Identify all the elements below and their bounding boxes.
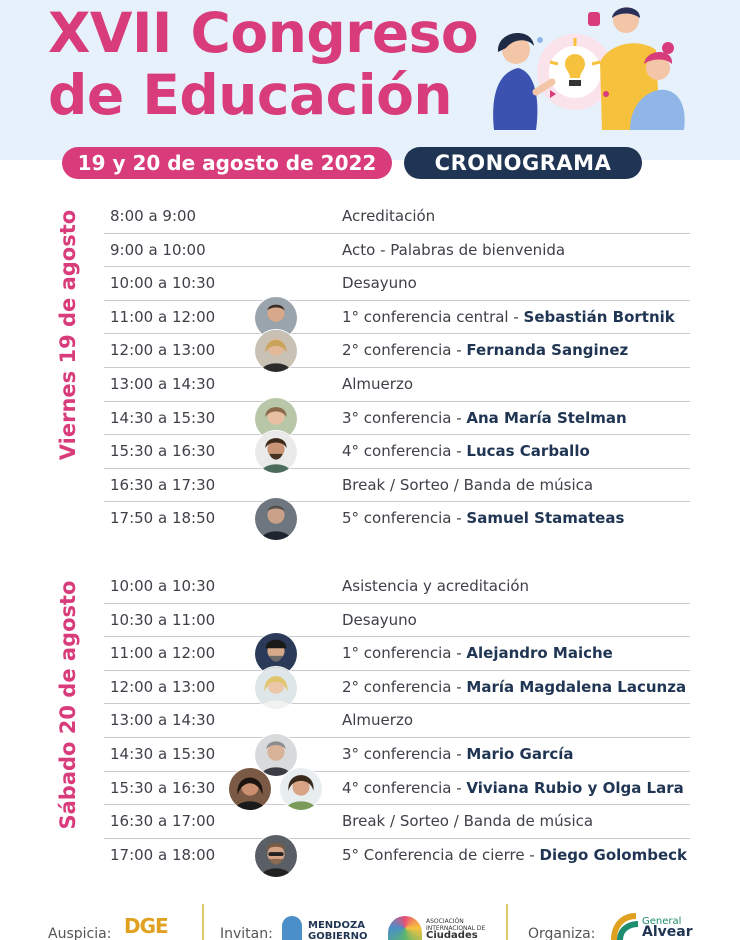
row-activity <box>342 267 417 300</box>
schedule-row <box>104 839 690 873</box>
row-time: 12:00 a 13:00 <box>110 341 216 360</box>
schedule-row <box>104 637 690 671</box>
asociacion-logo <box>426 918 485 940</box>
row-activity <box>342 469 593 502</box>
day1-label-text: Viernes 19 de agosto <box>56 209 80 461</box>
activity-text: Desayuno <box>342 274 417 293</box>
row-activity <box>342 435 590 468</box>
speaker-name: Sebastián Bortnik <box>523 307 675 326</box>
activity-text: Break / Sorteo / Banda de música <box>342 812 594 831</box>
alvear-logo-icon <box>610 910 640 940</box>
row-activity <box>342 704 413 737</box>
speaker-name: Fernanda Sanginez <box>466 341 629 360</box>
day1-label <box>48 200 88 470</box>
row-time: 17:50 a 18:50 <box>110 509 216 528</box>
activity-text: 4° conferencia - <box>342 442 467 461</box>
speaker-name: Alejandro Maiche <box>466 644 613 663</box>
sponsor-label: Auspicia: <box>48 926 112 940</box>
speaker-avatar-photo <box>254 329 298 373</box>
mendoza-logo <box>308 920 367 940</box>
row-activity <box>342 671 686 704</box>
schedule-row <box>104 334 690 368</box>
schedule-row <box>104 502 690 536</box>
footer-divider <box>202 904 204 940</box>
activity-text: Acto - Palabras de bienvenida <box>342 240 566 259</box>
activity-text: Desayuno <box>342 610 417 629</box>
row-time: 15:30 a 16:30 <box>110 442 216 461</box>
row-activity <box>342 234 565 267</box>
alvear-logo <box>642 916 693 939</box>
page-title <box>48 2 478 126</box>
activity-text: Asistencia y acreditación <box>342 577 530 595</box>
schedule-row <box>104 267 690 301</box>
dge-logo: DGE <box>124 914 168 938</box>
activity-text: Acreditación <box>342 207 436 225</box>
schedule-row <box>104 570 690 604</box>
activity-text: Almuerzo <box>342 711 413 730</box>
organize-label: Organiza: <box>528 926 596 940</box>
row-activity <box>342 805 593 838</box>
row-activity <box>342 334 628 367</box>
schedule-row <box>104 671 690 705</box>
row-activity <box>342 604 417 637</box>
footer-logos <box>0 900 740 940</box>
activity-text: Almuerzo <box>342 374 413 393</box>
speaker-name: Ana María Stelman <box>466 408 627 427</box>
speaker-name: Samuel Stamateas <box>466 509 625 528</box>
schedule-row <box>104 738 690 772</box>
asociacion-logo-icon <box>388 916 422 940</box>
row-activity <box>342 772 684 805</box>
speaker-avatar-photo <box>254 666 298 710</box>
speaker-avatar-photo <box>254 834 298 878</box>
header-illustration <box>480 2 710 132</box>
day2-schedule <box>104 570 690 872</box>
schedule-row <box>104 604 690 638</box>
activity-text: Break / Sorteo / Banda de música <box>342 475 594 494</box>
footer-divider <box>506 904 508 940</box>
row-time: 16:30 a 17:00 <box>110 812 216 831</box>
row-activity <box>342 301 675 334</box>
activity-text: 2° conferencia - <box>342 341 467 360</box>
row-activity <box>342 839 687 872</box>
day1-schedule <box>104 200 690 536</box>
day2-label-text: Sábado 20 de agosto <box>56 580 80 830</box>
row-time: 13:00 a 14:30 <box>110 711 216 730</box>
speaker-avatar-photo <box>279 767 323 811</box>
mendoza-logo-line-1: MENDOZA <box>308 920 365 931</box>
speaker-avatar-photo <box>254 430 298 474</box>
row-activity <box>342 570 529 603</box>
row-time: 11:00 a 12:00 <box>110 307 216 326</box>
alvear-logo-line-1: General <box>642 916 682 927</box>
speaker-name: Lucas Carballo <box>466 442 590 461</box>
activity-text: 1° conferencia - <box>342 644 467 663</box>
activity-text: 3° conferencia - <box>342 744 467 763</box>
activity-text: 5° Conferencia de cierre - <box>342 845 540 864</box>
row-time: 11:00 a 12:00 <box>110 644 216 663</box>
title-line-1: XVII Congreso <box>48 1 479 65</box>
schedule-row <box>104 368 690 402</box>
row-time: 12:00 a 13:00 <box>110 677 216 696</box>
speaker-name: Mario García <box>466 744 574 763</box>
row-time: 16:30 a 17:30 <box>110 475 216 494</box>
asociacion-logo-line-1: ASOCIACIÓN <box>426 918 464 925</box>
row-time: 17:00 a 18:00 <box>110 845 216 864</box>
speaker-name: Viviana Rubio y Olga Lara <box>466 778 684 797</box>
schedule-row <box>104 469 690 503</box>
row-time: 13:00 a 14:30 <box>110 374 216 393</box>
row-activity <box>342 502 624 535</box>
schedule-row <box>104 805 690 839</box>
row-time: 15:30 a 16:30 <box>110 778 216 797</box>
row-time: 10:30 a 11:00 <box>110 610 216 629</box>
row-time: 10:00 a 10:30 <box>110 274 216 293</box>
mendoza-logo-line-2: GOBIERNO <box>308 931 368 940</box>
speaker-avatar-photo <box>254 497 298 541</box>
row-time: 14:30 a 15:30 <box>110 744 216 763</box>
activity-text: 1° conferencia central - <box>342 307 524 326</box>
title-line-2: de Educación <box>48 63 453 127</box>
alvear-logo-line-2: Alvear <box>642 924 693 940</box>
schedule-row <box>104 704 690 738</box>
schedule-row <box>104 402 690 436</box>
row-time: 10:00 a 10:30 <box>110 577 216 595</box>
row-activity <box>342 738 574 771</box>
asociacion-logo-line-3: Ciudades <box>426 930 478 940</box>
asociacion-logo-line-2: INTERNACIONAL DE <box>426 925 486 932</box>
activity-text: 4° conferencia - <box>342 778 467 797</box>
invite-label: Invitan: <box>220 926 273 940</box>
day2-label <box>48 570 88 840</box>
schedule-row <box>104 772 690 806</box>
event-date-badge: 19 y 20 de agosto de 2022 <box>62 147 392 179</box>
activity-text: 5° conferencia - <box>342 509 467 528</box>
row-time: 8:00 a 9:00 <box>110 207 197 225</box>
schedule-row <box>104 435 690 469</box>
row-time: 9:00 a 10:00 <box>110 240 206 259</box>
schedule-row <box>104 301 690 335</box>
speaker-name: María Magdalena Lacunza <box>466 677 687 696</box>
speaker-name: Diego Golombeck <box>539 845 688 864</box>
schedule-row <box>104 234 690 268</box>
activity-text: 3° conferencia - <box>342 408 467 427</box>
speaker-avatar-photo <box>228 767 272 811</box>
row-time: 14:30 a 15:30 <box>110 408 216 427</box>
row-activity <box>342 637 613 670</box>
schedule-row <box>104 200 690 234</box>
schedule-heading-badge: CRONOGRAMA <box>404 147 642 179</box>
row-activity <box>342 402 627 435</box>
row-activity <box>342 200 435 233</box>
row-activity <box>342 368 413 401</box>
activity-text: 2° conferencia - <box>342 677 467 696</box>
mendoza-shield-icon <box>282 916 302 940</box>
